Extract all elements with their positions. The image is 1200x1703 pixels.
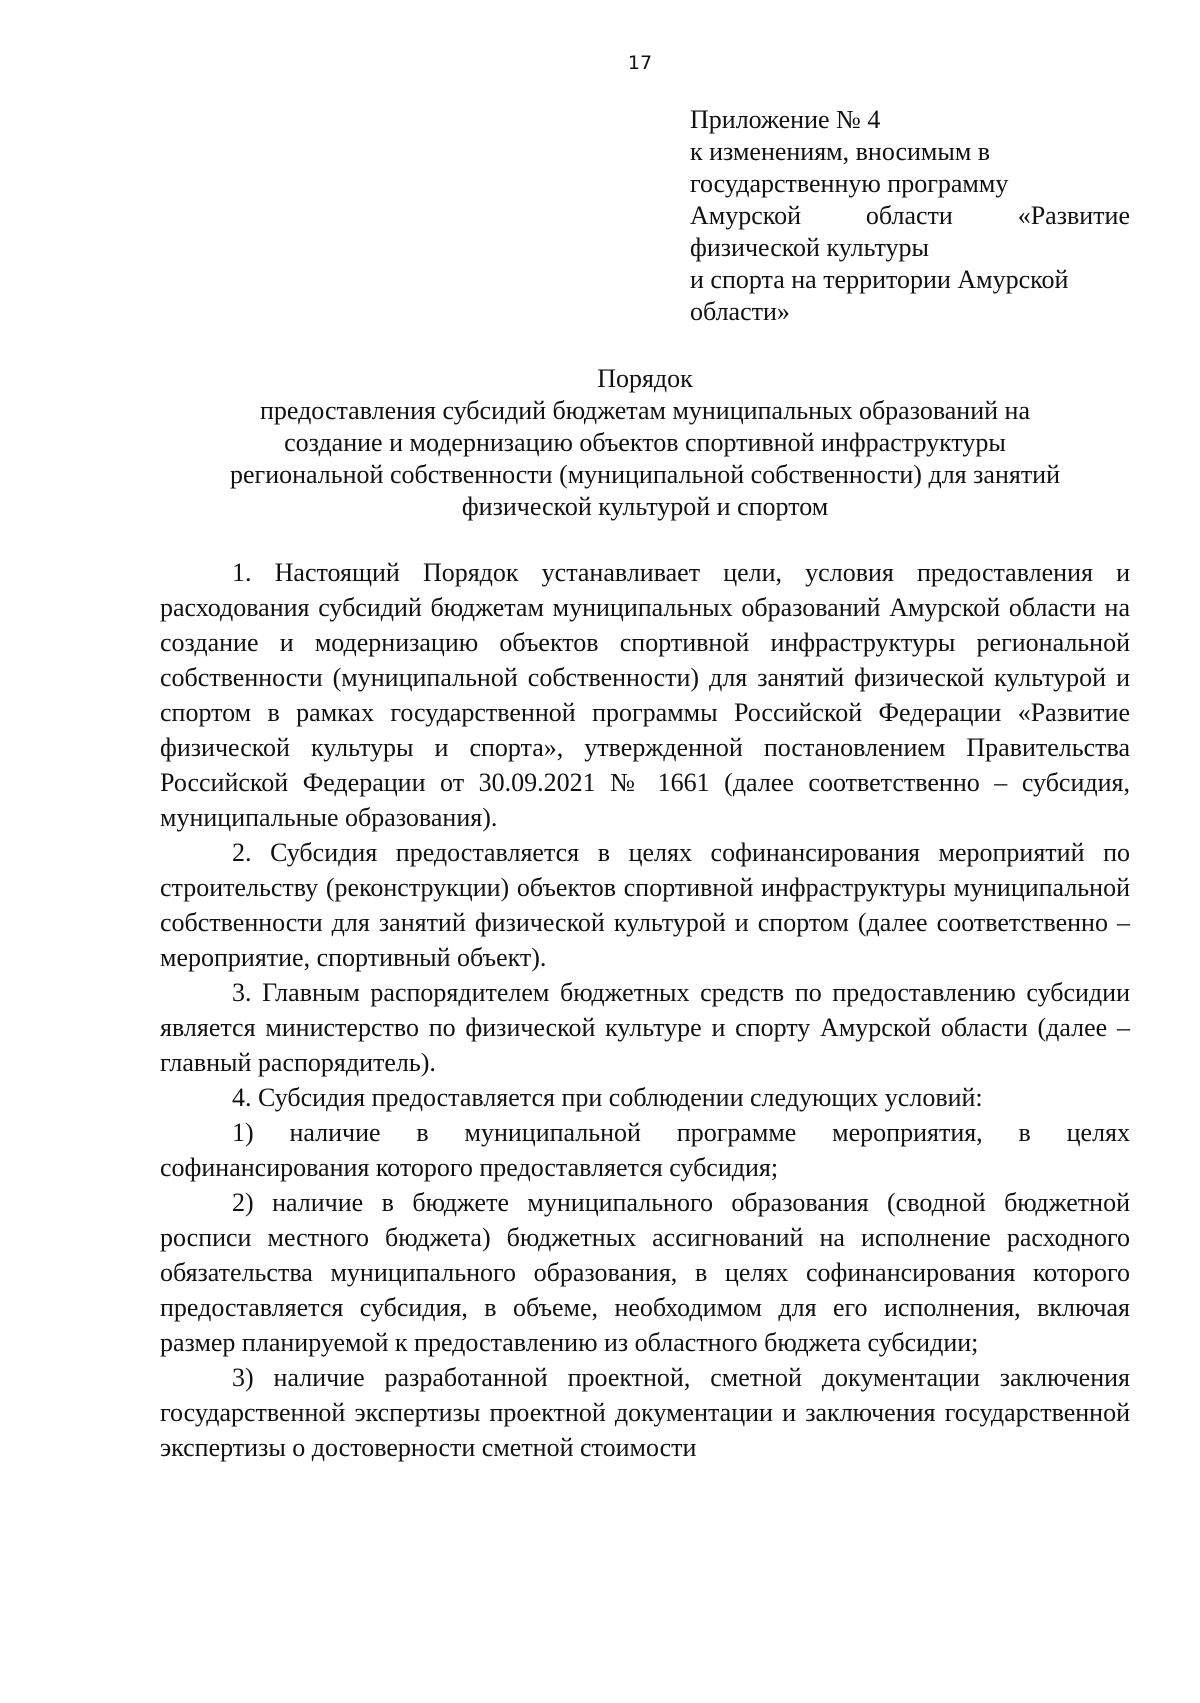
appendix-line: области»	[690, 297, 790, 326]
page-number: 17	[627, 52, 653, 74]
paragraph-3: 3. Главным распорядителем бюджетных средств по предоставлению субсидии является министерство по физической культуре и спорту Амурской области (далее – главный распорядитель).	[160, 978, 1130, 1077]
title-line: Порядок	[597, 364, 693, 393]
appendix-line: физической культуры	[690, 233, 929, 262]
condition-1: 1) наличие в муниципальной программе мероприятия, в целях софинансирования которого предоставляется субсидия;	[160, 1118, 1130, 1182]
paragraph-2: 2. Субсидия предоставляется в целях софинансирования мероприятий по строительству (реконструкции) объектов спортивной инфраструктуры муниципальной собственности для занятий физической культурой и спортом (далее соответственно – мероприятие, спортивный объект).	[160, 838, 1130, 972]
paragraph-4: 4. Субсидия предоставляется при соблюдении следующих условий:	[232, 1083, 983, 1112]
title-line: физической культурой и спортом	[461, 492, 829, 521]
paragraph-1: 1. Настоящий Порядок устанавливает цели, условия предоставления и расходования субсидий бюджетам муниципальных образований Амурской области на создание и модернизацию объектов спортивной инфраструктуры региональной собственности (муниципальной собственности) для занятий физической культурой и спортом в рамках государственной программы Российской Федерации «Развитие физической культуры и спорта», утвержденной постановлением Правительства Российской Федерации от 30.09.2021 № 1661 (далее соответственно – субсидия, муниципальные образования).	[160, 558, 1130, 832]
document-body	[160, 555, 1130, 1465]
appendix-line: и спорта на территории Амурской	[690, 265, 1069, 294]
appendix-line: государственную программу	[690, 169, 1009, 198]
document-title	[160, 363, 1130, 523]
appendix-line: к изменениям, вносимым в	[690, 137, 991, 166]
condition-2: 2) наличие в бюджете муниципального образования (сводной бюджетной росписи местного бюджета) бюджетных ассигнований на исполнение расходного обязательства муниципального образования, в целях софинансирования которого предоставляется субсидия, в объеме, необходимом для его исполнения, включая размер планируемой к предоставлению из областного бюджета субсидии;	[160, 1188, 1130, 1357]
title-line: региональной собственности (муниципальной собственности) для занятий	[229, 460, 1061, 489]
condition-3: 3) наличие разработанной проектной, сметной документации заключения государственной экспертизы проектной документации и заключения государственной экспертизы о достоверности сметной стоимости	[160, 1363, 1130, 1462]
title-line: создание и модернизацию объектов спортивной инфраструктуры	[284, 428, 1006, 457]
appendix-header	[690, 104, 1130, 328]
title-line: предоставления субсидий бюджетам муниципальных образований на	[259, 396, 1031, 425]
appendix-line: Амурской области «Развитие	[690, 201, 1130, 230]
appendix-line: Приложение № 4	[690, 105, 881, 134]
